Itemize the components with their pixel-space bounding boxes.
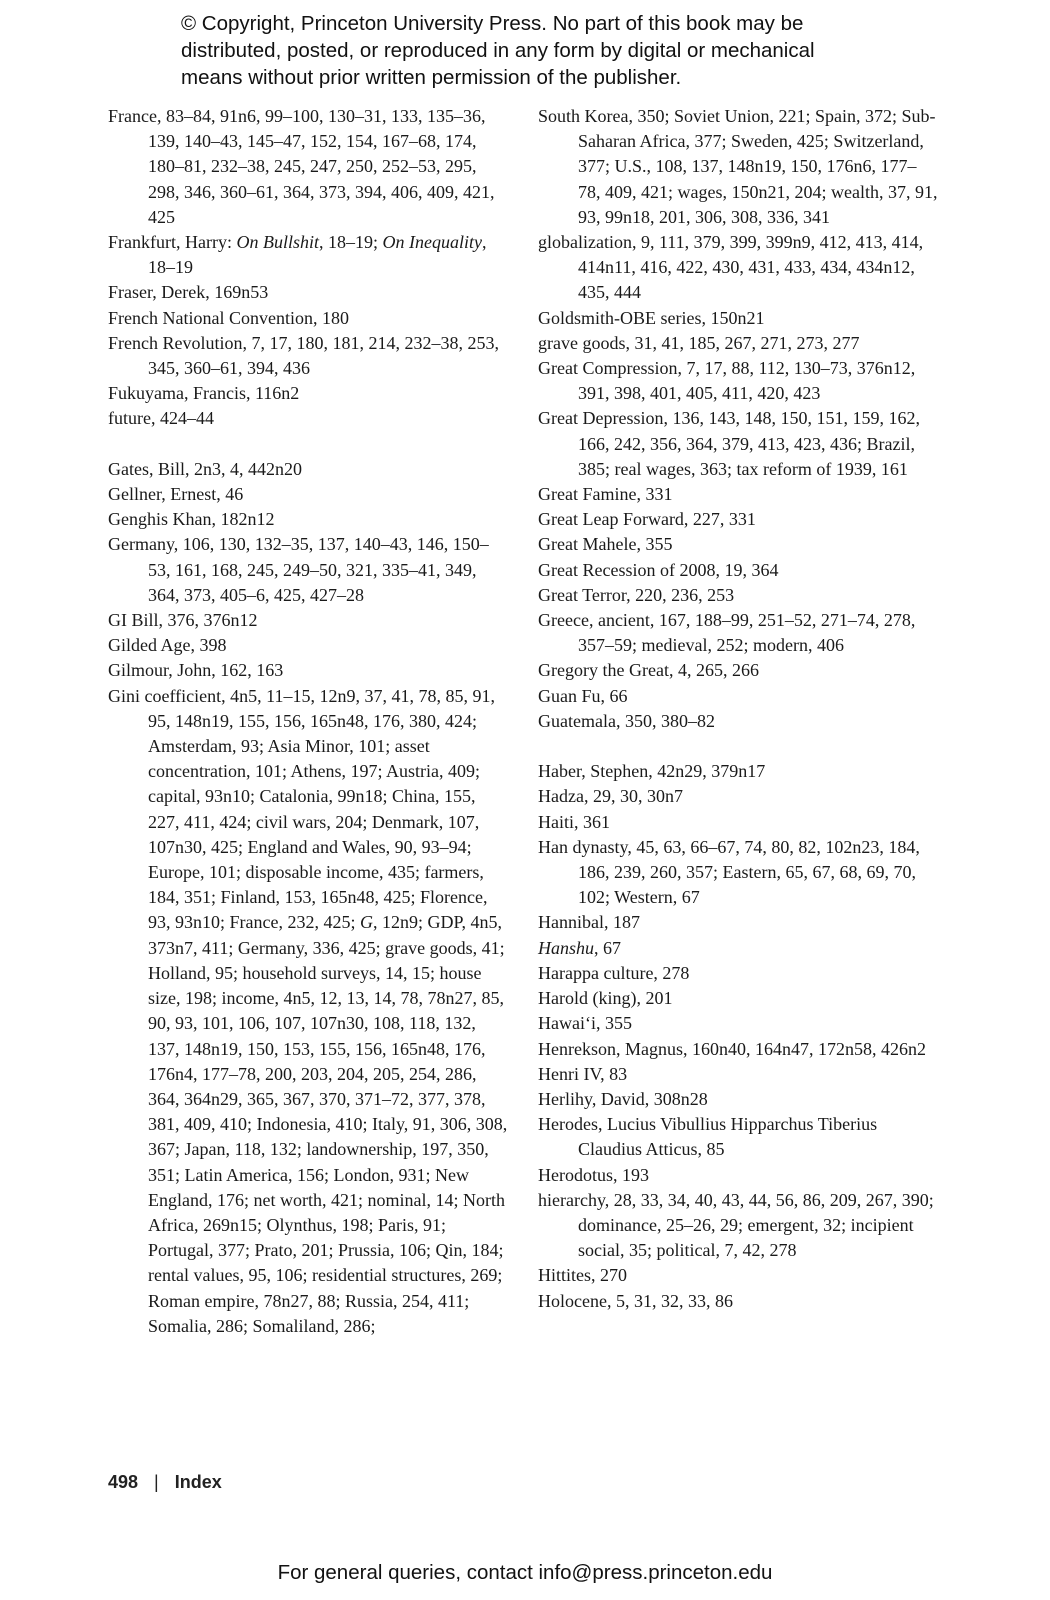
index-entry-text: Gellner, Ernest, 46 xyxy=(108,484,244,505)
letter-gap xyxy=(538,734,938,759)
index-entry-text: Haber, Stephen, 42n29, 379n17 xyxy=(538,761,766,782)
index-entry xyxy=(538,835,938,911)
index-entry-text: Herodes, Lucius Vibullius Hipparchus Tiberius Claudius Atticus, 85 xyxy=(538,1114,878,1160)
index-entry xyxy=(538,1087,938,1112)
contact-line: For general queries, contact info@press.princeton.edu xyxy=(277,1561,773,1584)
index-entry-text: Gilmour, John, 162, 163 xyxy=(108,660,284,681)
index-entry-text: Frankfurt, Harry: xyxy=(108,232,237,253)
index-entry-text: Hadza, 29, 30, 30n7 xyxy=(538,786,683,807)
index-entry xyxy=(538,532,938,557)
index-entry xyxy=(108,633,508,658)
index-entry-text: future, 424–44 xyxy=(108,408,214,429)
index-entry-text: Holocene, 5, 31, 32, 33, 86 xyxy=(538,1290,733,1311)
index-entry xyxy=(538,684,938,709)
index-entry-text: Genghis Khan, 182n12 xyxy=(108,509,275,530)
index-entry-text: Great Leap Forward, 227, 331 xyxy=(538,509,756,530)
index-entry-text: , 18–19; xyxy=(318,232,383,253)
copyright-line: © Copyright, Princeton University Press. No part of this book may be xyxy=(181,12,804,35)
index-entry-text: Hannibal, 187 xyxy=(538,912,640,933)
index-entry xyxy=(538,1289,938,1314)
letter-gap xyxy=(108,432,508,457)
index-entry xyxy=(538,1062,938,1087)
page-number: 498 xyxy=(108,1472,139,1492)
index-entry xyxy=(108,482,508,507)
index-entry-text: French National Convention, 180 xyxy=(108,307,349,328)
index-entry-text: Great Compression, 7, 17, 88, 112, 130–73, 376n12, 391, 398, 401, 405, 411, 420, 423 xyxy=(538,358,916,404)
index-entry xyxy=(538,406,938,482)
index-entry-title: G xyxy=(359,912,373,933)
section-title: Index xyxy=(174,1472,222,1492)
index-entry xyxy=(538,910,938,935)
index-entry-text: Great Mahele, 355 xyxy=(538,534,673,555)
index-entry xyxy=(538,558,938,583)
footer-separator: | xyxy=(154,1472,159,1492)
index-entry-text: Henri IV, 83 xyxy=(538,1063,628,1084)
index-entry xyxy=(538,658,938,683)
index-entry xyxy=(538,986,938,1011)
index-entry xyxy=(538,306,938,331)
index-entry-text: French Revolution, 7, 17, 180, 181, 214, 232–38, 253, 345, 360–61, 394, 436 xyxy=(108,332,499,379)
index-entry-text: GI Bill, 376, 376n12 xyxy=(108,610,258,631)
index-entry-text: Guatemala, 350, 380–82 xyxy=(538,710,715,731)
index-entry xyxy=(538,1112,938,1162)
index-entry-text: Germany, 106, 130, 132–35, 137, 140–43, 146, 150–53, 161, 168, 245, 249–50, 321, 335–41, 349, 364, 373, 405–6, 425, 427–28 xyxy=(108,534,489,605)
index-entry-text: Goldsmith-OBE series, 150n21 xyxy=(538,307,765,328)
index-entry-text: Henrekson, Magnus, 160n40, 164n47, 172n58, 426n2 xyxy=(538,1038,926,1059)
index-column-right xyxy=(538,104,938,1314)
index-entry xyxy=(538,1011,938,1036)
index-entry-title: On Inequality xyxy=(382,232,482,253)
index-entry-text: Hittites, 270 xyxy=(538,1265,627,1286)
index-entry-text: Harold (king), 201 xyxy=(538,988,673,1009)
index-entry xyxy=(538,356,938,406)
index-entry-text: Great Recession of 2008, 19, 364 xyxy=(538,559,779,580)
page-footer xyxy=(108,1472,222,1493)
index-entry-text: Harappa culture, 278 xyxy=(538,962,690,983)
copyright-line: distributed, posted, or reproduced in any form by digital or mechanical xyxy=(181,39,815,62)
index-entry xyxy=(538,608,938,658)
index-column-left xyxy=(108,104,508,1339)
index-entry xyxy=(538,331,938,356)
index-entry xyxy=(538,1188,938,1264)
index-entry xyxy=(538,936,938,961)
index-entry-title: Hanshu xyxy=(538,937,595,958)
index-entry-text: Greece, ancient, 167, 188–99, 251–52, 271–74, 278, 357–59; medieval, 252; modern, 406 xyxy=(538,610,916,656)
index-entry xyxy=(538,507,938,532)
index-entry xyxy=(108,230,508,280)
index-entry xyxy=(108,457,508,482)
index-entry-text: globalization, 9, 111, 379, 399, 399n9, 412, 413, 414, 414n11, 416, 422, 430, 431, 433, 434, 434n12, 435, 444 xyxy=(538,232,924,303)
index-entry-text: Great Famine, 331 xyxy=(538,484,673,505)
index-entry-text: Gilded Age, 398 xyxy=(108,635,227,656)
index-entry xyxy=(108,381,508,406)
index-entry-text: Haiti, 361 xyxy=(538,811,610,832)
index-entry xyxy=(108,507,508,532)
index-entry xyxy=(108,406,508,431)
index-entry-title: On Bullshit xyxy=(236,232,319,253)
index-entry-text: Herlihy, David, 308n28 xyxy=(538,1088,708,1109)
index-entry xyxy=(108,331,508,381)
index-entry xyxy=(108,104,508,230)
index-entry xyxy=(108,532,508,608)
index-entry-text: Great Terror, 220, 236, 253 xyxy=(538,584,735,605)
copyright-notice xyxy=(181,10,1001,91)
index-entry xyxy=(538,1037,938,1062)
index-entry-text: Gates, Bill, 2n3, 4, 442n20 xyxy=(108,458,302,479)
index-entry-text: Gregory the Great, 4, 265, 266 xyxy=(538,660,759,681)
index-entry xyxy=(538,482,938,507)
index-entry xyxy=(538,1163,938,1188)
index-entry-text: grave goods, 31, 41, 185, 267, 271, 273, 277 xyxy=(538,332,860,353)
index-entry xyxy=(538,104,938,230)
index-entry-text: Guan Fu, 66 xyxy=(538,685,628,706)
index-entry-text: Hawai‘i, 355 xyxy=(538,1013,632,1034)
index-entry xyxy=(108,280,508,305)
index-entry xyxy=(538,961,938,986)
index-entry xyxy=(538,583,938,608)
index-entry xyxy=(538,759,938,784)
index-entry xyxy=(538,810,938,835)
index-entry xyxy=(538,784,938,809)
index-entry-text: Herodotus, 193 xyxy=(538,1164,649,1185)
copyright-line: means without prior written permission of the publisher. xyxy=(181,66,682,89)
index-entry-text: South Korea, 350; Soviet Union, 221; Spain, 372; Sub-Saharan Africa, 377; Sweden, 425; Switzerland, 377; U.S., 108, 137, 148n19, 150, 176n6, 177–78, 409, 421; wages, 150n21, 204; wealth, 37, 91, 93, 99n18, 201, 306, 308, 336, 341 xyxy=(538,106,938,227)
index-entry xyxy=(538,709,938,734)
index-entry-text: hierarchy, 28, 33, 34, 40, 43, 44, 56, 86, 209, 267, 390; dominance, 25–26, 29; emergent, 32; incipient social, 35; political, 7, 42, 278 xyxy=(538,1189,934,1261)
index-entry-text: Great Depression, 136, 143, 148, 150, 151, 159, 162, 166, 242, 356, 364, 379, 413, 423, 436; Brazil, 385; real wages, 363; tax reform of 1939, 161 xyxy=(538,408,920,479)
index-entry-text: , 67 xyxy=(594,937,622,958)
index-entry-text: Han dynasty, 45, 63, 66–67, 74, 80, 82, 102n23, 184, 186, 239, 260, 357; Eastern, 65, 67, 68, 69, 70, 102; Western, 67 xyxy=(538,836,920,908)
index-entry xyxy=(108,306,508,331)
index-entry-text: Gini coefficient, 4n5, 11–15, 12n9, 37, 41, 78, 85, 91, 95, 148n19, 155, 156, 165n48, 176, 380, 424; Amsterdam, 93; Asia Minor, 101; asset concentration, 101; Athens, 197; Austria, 409; capital, 93n10; Catalonia, 99n18; China, 155, 227, 411, 424; civil wars, 204; Denmark, 107, 107n30, 425; England and Wales, 90, 93–94; Europe, 101; disposable income, 435; farmers, 184, 351; Finland, 153, 165n48, 425; Florence, 93, 93n10; France, 232, 425; xyxy=(108,685,495,933)
index-entry-text: Fukuyama, Francis, 116n2 xyxy=(108,383,300,404)
index-entry-text: Fraser, Derek, 169n53 xyxy=(108,282,269,303)
index-entry-text: , 18–19 xyxy=(148,232,487,278)
index-entry xyxy=(538,230,938,306)
index-entry-text: , 12n9; GDP, 4n5, 373n7, 411; Germany, 336, 425; grave goods, 41; Holland, 95; household surveys, 14, 15; house size, 198; income, 4n5, 12, 13, 14, 78, 78n27, 85, 90, 93, 101, 106, 107, 107n30, 108, 118, 132, 137, 148n19, 150, 153, 155, 156, 165n48, 176, 176n4, 177–78, 200, 203, 204, 205, 254, 286, 364, 364n29, 365, 367, 370, 371–72, 377, 378, 381, 409, 410; Indonesia, 410; Italy, 91, 306, 308, 367; Japan, 118, 132; landownership, 197, 350, 351; Latin America, 156; London, 931; New England, 176; net worth, 421; nominal, 14; North Africa, 269n15; Olynthus, 198; Paris, 91; Portugal, 377; Prato, 201; Prussia, 106; Qin, 184; rental values, 95, 106; residential structures, 269; Roman empire, 78n27, 88; Russia, 254, 411; Somalia, 286; Somaliland, 286; xyxy=(148,912,508,1336)
index-entry xyxy=(108,684,508,1339)
index-entry xyxy=(108,658,508,683)
index-entry xyxy=(538,1263,938,1288)
index-entry xyxy=(108,608,508,633)
index-entry-text: France, 83–84, 91n6, 99–100, 130–31, 133, 135–36, 139, 140–43, 145–47, 152, 154, 167–68, 174, 180–81, 232–38, 245, 247, 250, 252–53, 295, 298, 346, 360–61, 364, 373, 394, 406, 409, 421, 425 xyxy=(108,106,495,227)
